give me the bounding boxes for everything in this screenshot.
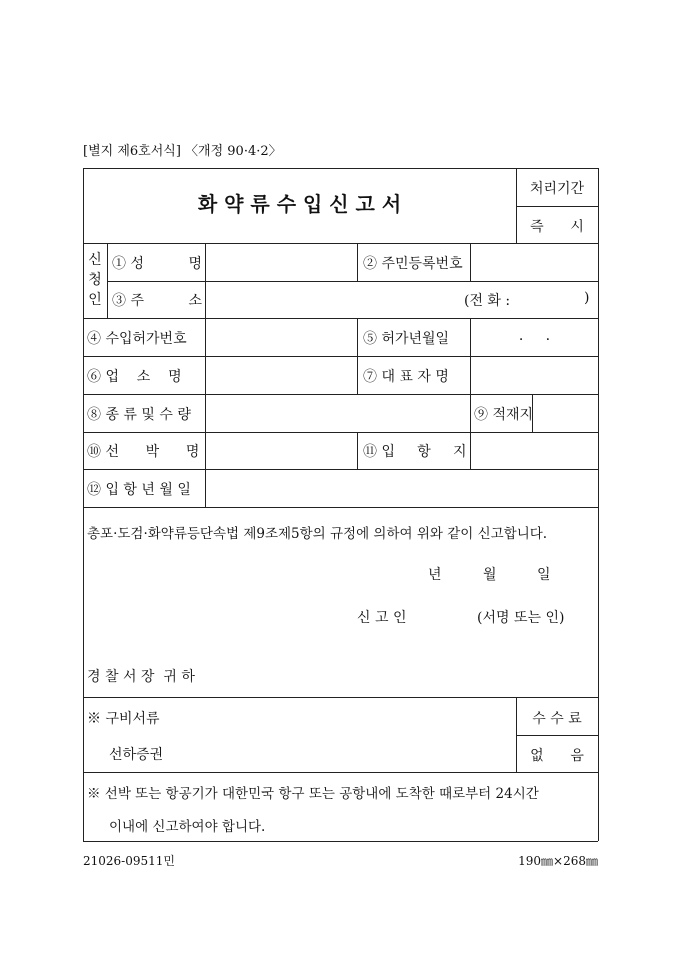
type-quantity-label: ⑧ 종 류 및 수 량 <box>87 407 191 423</box>
type-quantity-field[interactable] <box>206 395 470 432</box>
required-document-item: 선하증권 <box>109 747 164 763</box>
paper-size: 190㎜×268㎜ <box>518 854 598 868</box>
form-code: 21026-09511민 <box>83 854 175 868</box>
loading-place-label: ⑨ 적재지 <box>474 407 534 423</box>
phone-close-paren: ) <box>584 290 590 306</box>
permit-date-field[interactable]: . . <box>518 328 551 344</box>
business-name-field[interactable] <box>206 357 357 394</box>
entry-date-field[interactable] <box>206 470 598 507</box>
ship-name-label: ⑩ 선 박 명 <box>87 444 200 460</box>
name-field[interactable] <box>206 244 357 281</box>
form-title: 화 약 류 수 입 신 고 서 <box>197 192 402 216</box>
entry-date-label: ⑫ 입 항 년 월 일 <box>87 482 191 498</box>
loading-place-field[interactable] <box>533 395 598 432</box>
ship-name-field[interactable] <box>206 433 357 469</box>
note-line-2: 이내에 신고하여야 합니다. <box>109 819 266 835</box>
note-line-1: ※ 선박 또는 항공기가 대한민국 항구 또는 공항내에 도착한 때로부터 24시간 <box>87 786 539 802</box>
declarant-label: 신 고 인 <box>357 610 407 626</box>
declaration-day: 일 <box>537 567 551 583</box>
processing-period-value: 즉 시 <box>530 219 584 235</box>
import-permit-number-field[interactable] <box>206 319 357 356</box>
phone-label: (전 화 : <box>464 293 511 309</box>
permit-date-label: ⑤ 허가년월일 <box>363 331 450 347</box>
required-documents-heading: ※ 구비서류 <box>87 711 160 727</box>
resident-number-label: ② 주민등록번호 <box>363 256 463 272</box>
representative-field[interactable] <box>471 357 598 394</box>
resident-number-field[interactable] <box>471 244 598 281</box>
port-of-entry-field[interactable] <box>471 433 598 469</box>
declaration-statement: 총포·도검·화약류등단속법 제9조제5항의 규정에 의하여 위와 같이 신고합니다. <box>87 526 548 542</box>
processing-period-label: 처리기간 <box>529 181 585 197</box>
form-number: [별지 제6호서식] 〈개정 90·4·2〉 <box>83 144 282 159</box>
fee-label: 수 수 료 <box>532 711 582 727</box>
declaration-month: 월 <box>483 567 497 583</box>
import-permit-number-label: ④ 수입허가번호 <box>87 331 187 347</box>
business-name-label: ⑥ 업 소 명 <box>87 369 182 385</box>
fee-value: 없 음 <box>530 748 584 764</box>
address-field[interactable] <box>206 282 456 318</box>
declaration-year: 년 <box>428 567 442 583</box>
signature-label: (서명 또는 인) <box>477 610 565 626</box>
applicant-group-label: 신 청 인 <box>88 252 102 308</box>
name-label: ① 성 명 <box>112 256 202 272</box>
representative-label: ⑦ 대 표 자 명 <box>363 369 449 385</box>
port-of-entry-label: ⑪ 입 항 지 <box>363 444 467 460</box>
address-label: ③ 주 소 <box>112 293 202 309</box>
addressee: 경 찰 서 장 귀 하 <box>87 669 195 685</box>
